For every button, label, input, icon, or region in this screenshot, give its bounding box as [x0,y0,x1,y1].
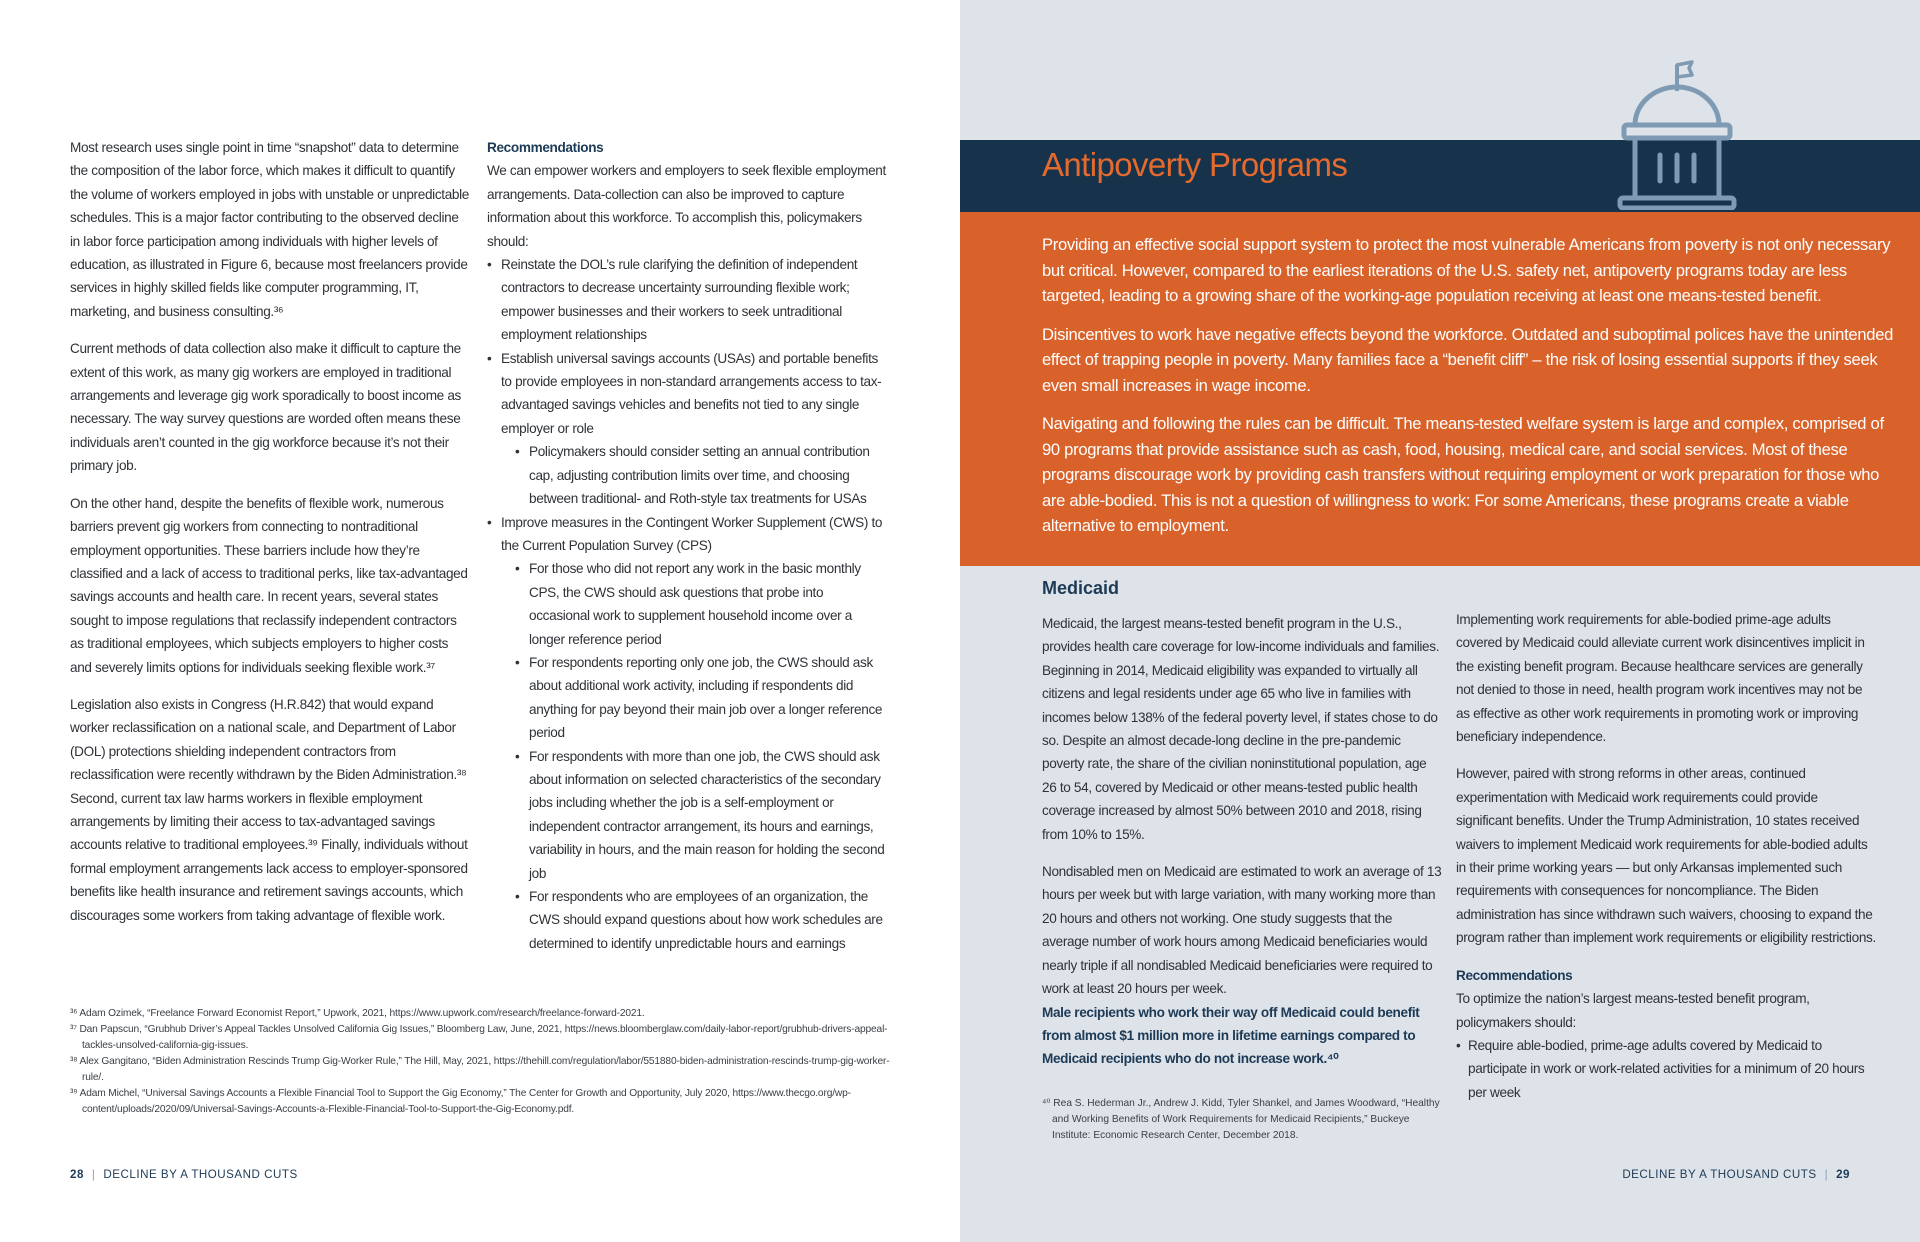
recommendations-intro: To optimize the nation’s largest means-tested benefit program, policymakers should: [1456,991,1810,1030]
section-title: Antipoverty Programs [1042,146,1348,183]
recommendations-list [487,253,887,955]
recommendations-intro: We can empower workers and employers to seek flexible employment arrangements. Data-collection can also be improved to capture information about this workforce. To accomplish this, policymakers should: [487,163,886,249]
sub-list-item: • For respondents with more than one job, the CWS should ask about information on selected characteristics of the secondary jobs including whether the job is a self-employment or independent contractor arrangement, its hours and earnings, variability in hours, and the main reason for holding the second job [515,745,887,885]
paragraph: Medicaid, the largest means-tested benefit program in the U.S., provides health care coverage for low-income individuals and families. Beginning in 2014, Medicaid eligibility was expanded to virtually all citizens and legal residents under age 65 who live in families with incomes below 138% of the federal poverty level, if states chose to do so. Despite an almost decade-long decline in the pre-pandemic poverty rate, the share of the civilian noninstitutional population, age 26 to 54, covered by Medicaid or other means-tested public health coverage increased by almost 50% between 2010 and 2018, rising from 10% to 15%. [1042,616,1440,842]
intro-panel [960,212,1920,566]
paragraph: Implementing work requirements for able-bodied prime-age adults covered by Medicaid could alleviate current work disincentives implicit in the existing benefit program. Because healthcare services are generally not denied to those in need, health program work incentives may not be as effective as other work requirements in promoting work or improving beneficiary independence. [1456,612,1865,745]
medicaid-heading: Medicaid [1042,578,1120,598]
sub-list-item: • Policymakers should consider setting an annual contribution cap, adjusting contribution limits over time, and choosing between traditional- and Roth-style tax treatments for USAs [515,440,887,510]
page-footer-right [1622,1168,1850,1181]
paragraph: However, paired with strong reforms in other areas, continued experimentation with Medicaid work requirements could provide significant benefits. Under the Trump Administration, 10 states received waivers to implement Medicaid work requirements for able-bodied adults in their prime working years — but only Arkansas implemented such requirements with consequences for noncompliance. The Biden administration has since withdrawn such waivers, choosing to expand the program rather than implement work requirements or eligibility restrictions. [1456,766,1876,946]
footer-separator: | [1824,1168,1829,1181]
list-item: • Reinstate the DOL’s rule clarifying the definition of independent contractors to decrease uncertainty surrounding flexible work; empower businesses and their workers to seek untraditional employment relationships [487,253,887,347]
right-column-2 [1456,608,1876,1104]
list-item: • Establish universal savings accounts (USAs) and portable benefits to provide employees in non-standard arrangements access to tax-advantaged savings vehicles and benefits not tied to any single employer or role • Policymakers should consider setting an annual contribution cap, adjusting contribution limits over time, and choosing between traditional- and Roth-style tax treatments for USAs [487,347,887,511]
running-title: DECLINE BY A THOUSAND CUTS [1622,1168,1817,1181]
intro-paragraph: Disincentives to work have negative effects beyond the workforce. Outdated and suboptimal polices have the unintended effect of trapping people in poverty. Many families face a “benefit cliff” – the risk of losing essential supports if they seek even small increases in wage income. [1042,324,1894,395]
list-item: • Require able-bodied, prime-age adults covered by Medicaid to participate in work or work-related activities for a minimum of 20 hours per week [1456,1034,1876,1104]
footnotes [70,1006,900,1118]
footnote: ³⁷ Dan Papscun, “Grubhub Driver’s Appeal Tackles Unsolved California Gig Issues,” Bloomberg Law, June, 2021, https://news.bloomberglaw.com/daily-labor-report/grubhub-drivers-appeal-tackles-unsolved-california-gig-issues. [70,1024,888,1051]
footnote: ³⁶ Adam Ozimek, “Freelance Forward Economist Report,” Upwork, 2021, https://www.upwork.com/research/freelance-forward-2021. [70,1008,645,1019]
paragraph: On the other hand, despite the benefits of flexible work, numerous barriers prevent gig workers from connecting to nontraditional employment opportunities. These barriers include how they’re classified and a lack of access to traditional perks, like tax-advantaged savings accounts and health care. In recent years, several states sought to impose regulations that reclassify independent contractors as traditional employees, which subjects employers to higher costs and severely limits options for individuals seeking flexible work.³⁷ [70,495,468,675]
intro-paragraph: Providing an effective social support system to protect the most vulnerable Americans from poverty is not only necessary but critical. However, compared to the earliest iterations of the U.S. safety net, antipoverty programs today are less targeted, leading to a growing share of the working-age population receiving at least one means-tested benefit. [1042,235,1891,305]
page-footer-left [70,1168,298,1181]
running-title: DECLINE BY A THOUSAND CUTS [103,1168,298,1181]
paragraph: Legislation also exists in Congress (H.R.842) that would expand worker reclassification on a national scale, and Department of Labor (DOL) protections shielding independent contractors from reclassification were recently withdrawn by the Biden Administration.³⁸ Second, current tax law harms workers in flexible employment arrangements by limiting their access to tax-advantaged savings accounts relative to traditional employees.³⁹ Finally, individuals without formal employment arrangements lack access to employer-sponsored benefits like health insurance and retirement savings accounts, which discourages some workers from taking advantage of flexible work. [70,696,468,923]
right-column-1 [1042,612,1442,1085]
right-page [960,0,1920,1242]
recommendations-list [1456,1034,1876,1104]
paragraph: Nondisabled men on Medicaid are estimated to work an average of 13 hours per week but with large variation, with many working more than 20 hours and others not working. One study suggests that the average number of work hours among Medicaid beneficiaries would nearly triple if all nondisabled Medicaid beneficiaries were required to work at least 20 hours per week. [1042,864,1442,997]
footnote: ³⁹ Adam Michel, “Universal Savings Accounts a Flexible Financial Tool to Support the Gig Economy,” The Center for Growth and Opportunity, July 2020, https://www.thecgo.org/wp-content/uploads/2020/09/Universal-Savings-Accounts-a-Flexible-Financial-Tool-to-Support-the-Gig-Economy.pdf. [70,1088,851,1115]
callout-text: Male recipients who work their way off Medicaid could benefit from almost $1 million more in lifetime earnings compared to Medicaid recipients who do not increase work.⁴⁰ [1042,1004,1420,1067]
page-number: 28 [70,1168,84,1181]
paragraph: Most research uses single point in time “snapshot” data to determine the composition of the labor force, which makes it difficult to quantify the volume of workers employed in jobs with unstable or unpredictable schedules. This is a major factor contributing to the observed decline in labor force participation among individuals with higher levels of education, as illustrated in Figure 6, because most freelancers provide services in highly skilled fields like computer programming, IT, marketing, and business consulting.³⁶ [70,140,469,319]
paragraph: Current methods of data collection also make it difficult to capture the extent of this work, as many gig workers are employed in traditional arrangements and leverage gig work sporadically to boost income as necessary. The way survey questions are worded often means these individuals aren’t counted in the gig workforce because it’s not their primary job. [70,341,461,474]
list-item: • Improve measures in the Contingent Worker Supplement (CWS) to the Current Population Survey (CPS) • For those who did not report any work in the basic monthly CPS, the CWS should ask questions that probe into occasional work to supplement household income over a longer reference period • For respondents reporting only one job, the CWS should ask about additional work activity, including if respondents did anything for pay beyond their main job over a longer reference period • For respondents with more than one job, the CWS should ask about information on selected characteristics of the secondary jobs including whether the job is a self-employment or independent contractor arrangement, its hours and earnings, variability in hours, and the main reason for holding the second job • For respondents who are employees of an organization, the CWS should expand questions about how work schedules are determined to identify unpredictable hours and earnings [487,511,887,956]
recommendations-heading: Recommendations [487,140,604,155]
page-number: 29 [1836,1168,1850,1181]
footnote: ⁴⁰ Rea S. Hederman Jr., Andrew J. Kidd, Tyler Shankel, and James Woodward, “Healthy and Working Benefits of Work Requirements for Medicaid Recipients,” Buckeye Institute: Economic Research Center, December 2018. [1042,1098,1440,1141]
intro-paragraph: Navigating and following the rules can be difficult. The means-tested welfare system is large and complex, comprised of 90 programs that provide assistance such as cash, food, housing, medical care, and social services. Most of these programs discourage work by providing cash transfers without requiring employment or work preparation for those who are able-bodied. This is not a question of willingness to work: For some Americans, these programs create a viable alternative to employment. [1042,414,1884,535]
left-column-1 [70,136,470,941]
sub-list-item: • For those who did not report any work in the basic monthly CPS, the CWS should ask questions that probe into occasional work to supplement household income over a longer reference period [515,557,887,651]
footer-separator: | [91,1168,96,1181]
left-column-2 [487,136,887,955]
capitol-dome-icon [1580,55,1740,210]
footnote: ³⁸ Alex Gangitano, “Biden Administration Rescinds Trump Gig-Worker Rule,” The Hill, May, 2021, https://thehill.com/regulation/labor/551880-biden-administration-rescinds-trump-gig-worker-rule/. [70,1056,890,1083]
sub-list-item: • For respondents reporting only one job, the CWS should ask about additional work activity, including if respondents did anything for pay beyond their main job over a longer reference period [515,651,887,745]
recommendations-heading: Recommendations [1456,967,1573,983]
sub-list-item: • For respondents who are employees of an organization, the CWS should expand questions about how work schedules are determined to identify unpredictable hours and earnings [515,885,887,955]
